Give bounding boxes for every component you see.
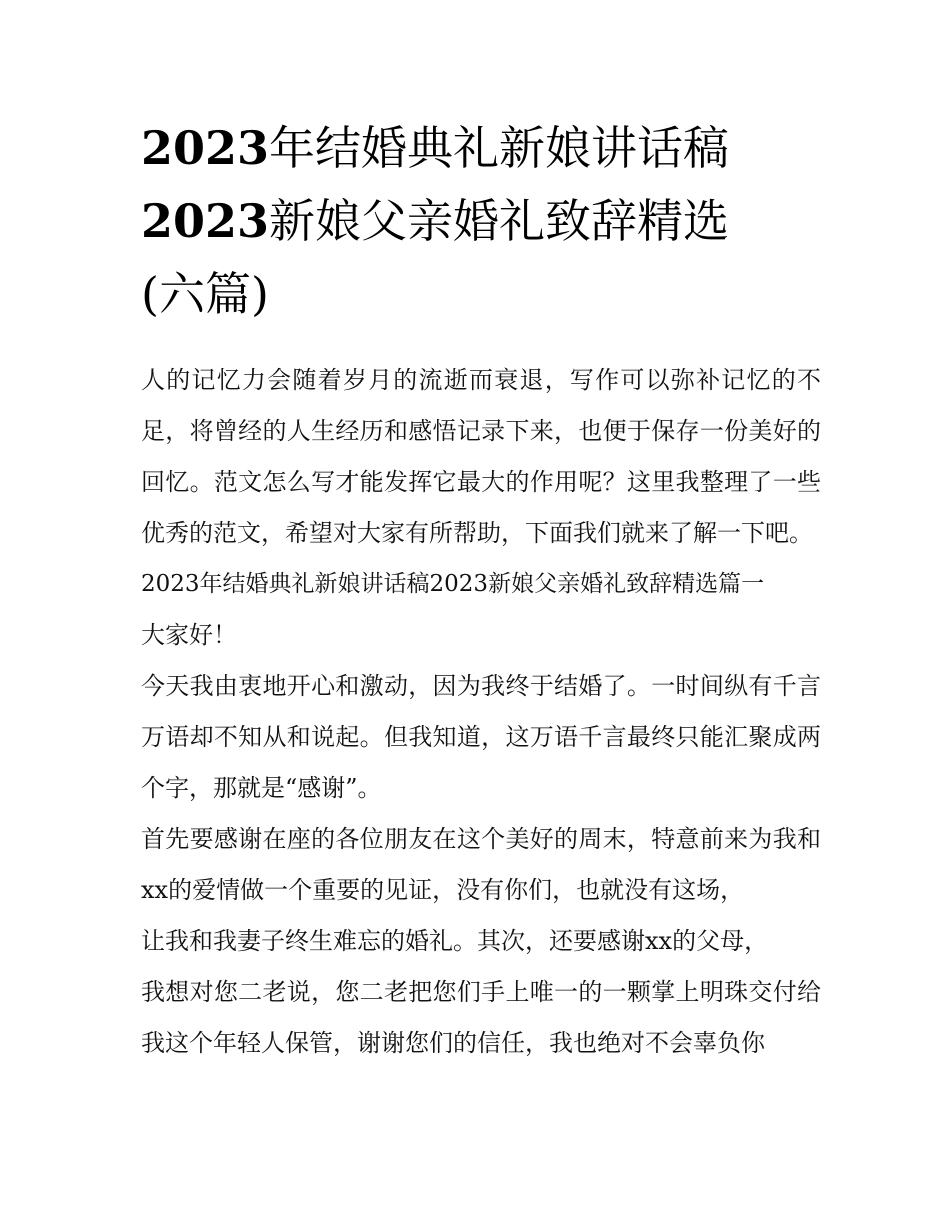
title-line-3: (六篇) (141, 267, 269, 321)
title-year-2: 2023 (141, 194, 270, 248)
document-body (141, 355, 821, 1069)
intro-paragraph: 人的记忆力会随着岁月的流逝而衰退，写作可以弥补记忆的不足，将曾经的人生经历和感悟记录下来，也便于保存一份美好的回忆。范文怎么写才能发挥它最大的作用呢？这里我整理了一些优秀的范文，希望对大家有所帮助，下面我们就来了解一下吧。 (141, 366, 821, 547)
title-line-1 (141, 121, 729, 175)
title-text-1: 年结婚典礼新娘讲话稿 (269, 121, 730, 175)
title-year-1: 2023 (141, 121, 270, 175)
greeting-paragraph: 大家好！ (141, 621, 237, 649)
body-paragraph: 我想对您二老说，您二老把您们手上唯一的一颗掌上明珠交付给我这个年轻人保管，谢谢您们的信任，我也绝对不会辜负你 (141, 978, 821, 1057)
document-title (141, 112, 821, 331)
title-text-2: 新娘父亲婚礼致辞精选 (269, 194, 730, 248)
body-paragraph: 首先要感谢在座的各位朋友在这个美好的周末，特意前来为我和xx的爱情做一个重要的见证，没有你们，也就没有这场， (141, 825, 821, 904)
section-heading: 2023年结婚典礼新娘讲话稿2023新娘父亲婚礼致辞精选篇一 (141, 571, 765, 597)
title-line-2 (141, 194, 729, 248)
body-paragraph: 今天我由衷地开心和激动，因为我终于结婚了。一时间纵有千言万语却不知从和说起。但我知道，这万语千言最终只能汇聚成两个字，那就是“感谢”。 (141, 672, 821, 802)
body-paragraph: 让我和我妻子终生难忘的婚礼。其次，还要感谢xx的父母， (141, 927, 769, 955)
